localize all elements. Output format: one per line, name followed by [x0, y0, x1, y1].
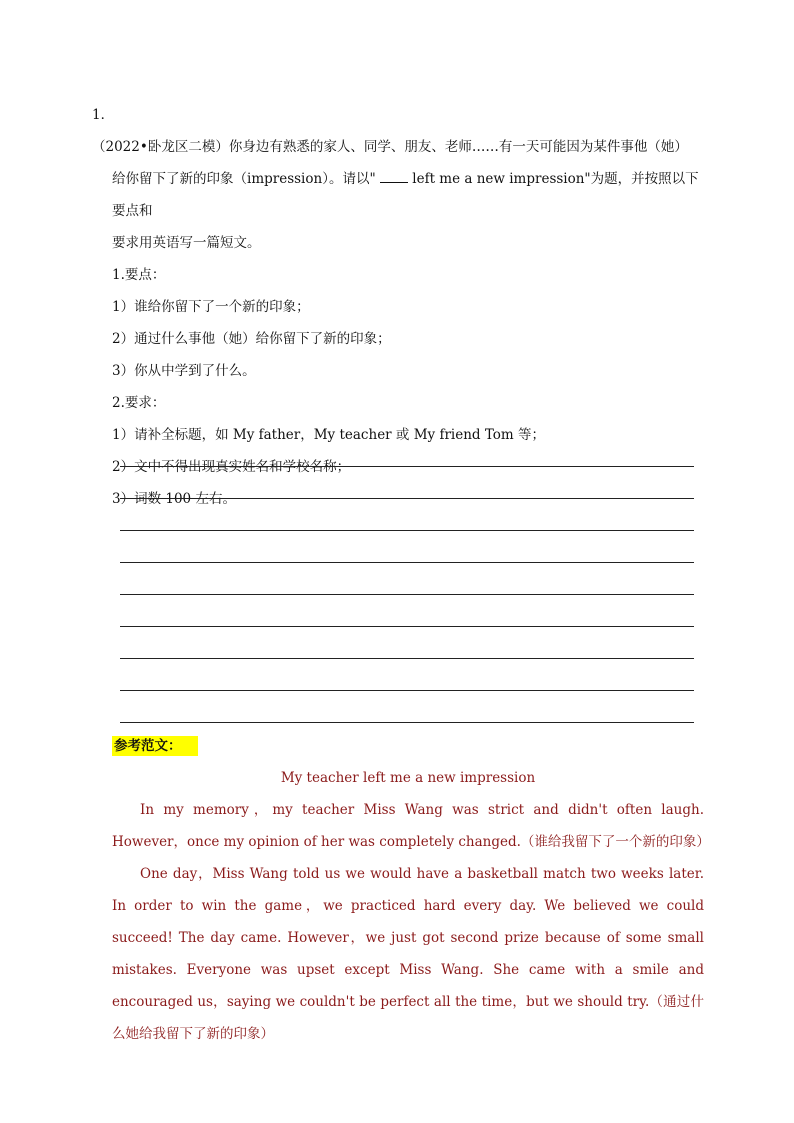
essay-paragraph: In my memory，my teacher Miss Wang was strict and didn't often laugh. However，once my opinion of her was completely changed.（谁给我留下了一个新的印象）	[112, 802, 710, 850]
requirement-item: 3）词数 100 左右。	[112, 491, 236, 507]
writing-line	[120, 626, 694, 658]
writing-line	[120, 690, 694, 722]
requirement-item: 1）请补全标题，如 My father，My teacher 或 My friend Tom 等；	[112, 427, 546, 443]
point-item: 2）通过什么事他（她）给你留下了新的印象；	[112, 331, 391, 347]
points-heading: 1.要点：	[112, 267, 166, 283]
writing-line	[120, 466, 694, 498]
title-blank	[380, 170, 408, 183]
writing-line	[120, 594, 694, 626]
reference-essay-label: 参考范文：	[112, 736, 198, 756]
question-prompt-line-2a: 给你留下了新的印象（impression）。请以"	[112, 171, 376, 187]
point-item: 3）你从中学到了什么。	[112, 363, 256, 379]
writing-line	[120, 722, 694, 723]
essay-title: My teacher left me a new impression	[280, 770, 536, 786]
question-line-2	[92, 163, 704, 227]
writing-line	[120, 562, 694, 594]
question-prompt-line-2b: left me a new impression"为题，并按照以下要点和	[112, 171, 699, 219]
question-line-1	[92, 99, 704, 163]
writing-question	[92, 99, 704, 515]
writing-line	[120, 530, 694, 562]
writing-line	[120, 658, 694, 690]
question-line-3: 要求用英语写一篇短文。	[112, 235, 261, 251]
answer-writing-lines	[120, 466, 694, 723]
requirement-item: 2）文中不得出现真实姓名和学校名称；	[112, 459, 351, 475]
question-prompt-line-1: （2022•卧龙区二模）你身边有熟悉的家人、同学、朋友、老师……有一天可能因为某件事他（她）	[92, 139, 688, 155]
writing-line	[120, 498, 694, 530]
point-item: 1）谁给你留下了一个新的印象；	[112, 299, 310, 315]
question-number: 1．	[92, 107, 115, 123]
essay-paragraph: One day，Miss Wang told us we would have a basketball match two weeks later. In order to win the game，we practiced hard every day. We believed we could succeed! The day came. However，we just got second prize because of some small mistakes. Everyone was upset except Miss Wang. She came with a smile and encouraged us，saying we couldn't be perfect all the time，but we should try.（通过什么她给我留下了新的印象）	[112, 866, 704, 1042]
requirements-heading: 2.要求：	[112, 395, 166, 411]
reference-essay	[112, 762, 710, 1050]
